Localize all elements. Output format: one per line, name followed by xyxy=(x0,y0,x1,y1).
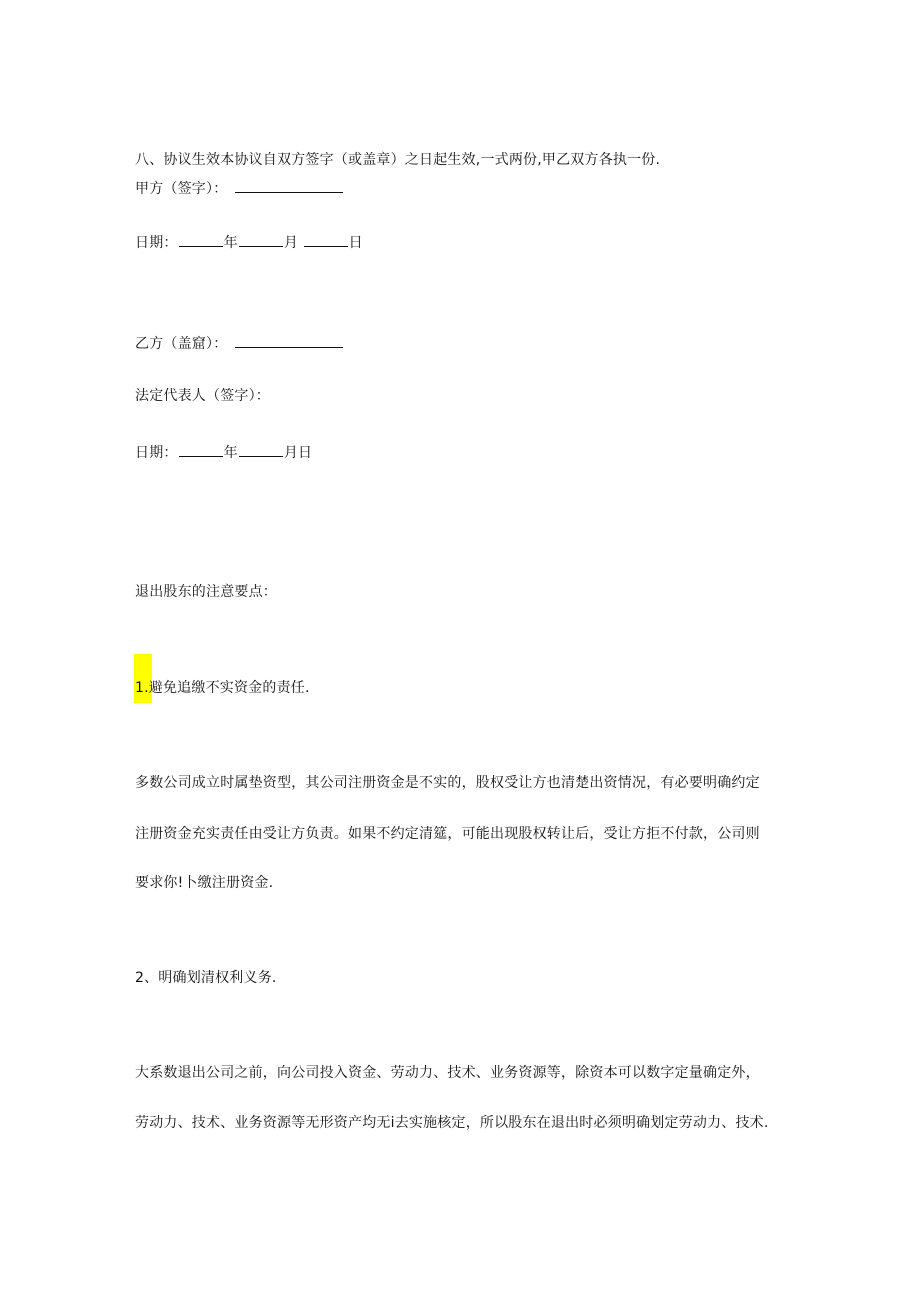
day-label: 日 xyxy=(348,235,363,251)
point2-body-line2: 劳动力、技术、业务资源等无形资产均无i去实施核定，所以股东在退出时必须明确划定劳动力、技术. xyxy=(135,1115,769,1131)
party-b-signature-blank xyxy=(235,333,343,348)
month-label: 月 xyxy=(283,235,299,251)
year-blank xyxy=(179,442,223,457)
month-blank xyxy=(239,442,283,457)
point1-title-line xyxy=(135,678,310,698)
date-label: 日期： xyxy=(135,235,178,251)
party-b-label: 乙方（盖窟）： xyxy=(135,336,228,352)
point2-title: 2、明确划清权利义务. xyxy=(135,970,277,986)
year-blank xyxy=(179,232,223,247)
year-label: 年 xyxy=(223,445,238,461)
party-a-signature-blank xyxy=(235,178,343,193)
party-b-signature-line xyxy=(135,333,344,354)
party-a-label: 甲方（签字）： xyxy=(135,181,228,197)
date-label: 日期： xyxy=(135,445,178,461)
year-label: 年 xyxy=(223,235,238,251)
point1-body-line1: 多数公司成立时属垫资型，其公司注册资金是不实的，股权受让方也清楚出资情况，有必要明确约定 xyxy=(135,775,760,791)
point1-body-line2: 注册资金充实责任由受让方负责。如果不约定清筵，可能出现股权转让后，受让方拒不付款，公司则 xyxy=(135,826,760,842)
clause-eight: 八、协议生效本协议自双方签字（或盖章）之日起生效,一式两份,甲乙双方各执一份. xyxy=(135,152,661,168)
party-b-date-line xyxy=(135,442,312,463)
party-a-signature-line xyxy=(135,178,344,199)
point2-body-line1: 大系数退出公司之前，向公司投入资金、劳动力、技术、业务资源等，除资本可以数字定量确定外， xyxy=(135,1065,760,1081)
month-blank xyxy=(239,232,283,247)
point1-number: 1. xyxy=(135,680,149,696)
party-a-date-line xyxy=(135,232,363,253)
point1-body-line3: 要求你!卜缴注册资金. xyxy=(135,875,274,891)
day-blank xyxy=(304,232,348,247)
legal-rep-line: 法定代表人（签字）： xyxy=(135,388,270,404)
notes-heading: 退出股东的注意要点： xyxy=(135,584,277,600)
month-day-label: 月日 xyxy=(283,445,313,461)
point1-title: 避免追缴不实资金的责任. xyxy=(148,680,310,696)
